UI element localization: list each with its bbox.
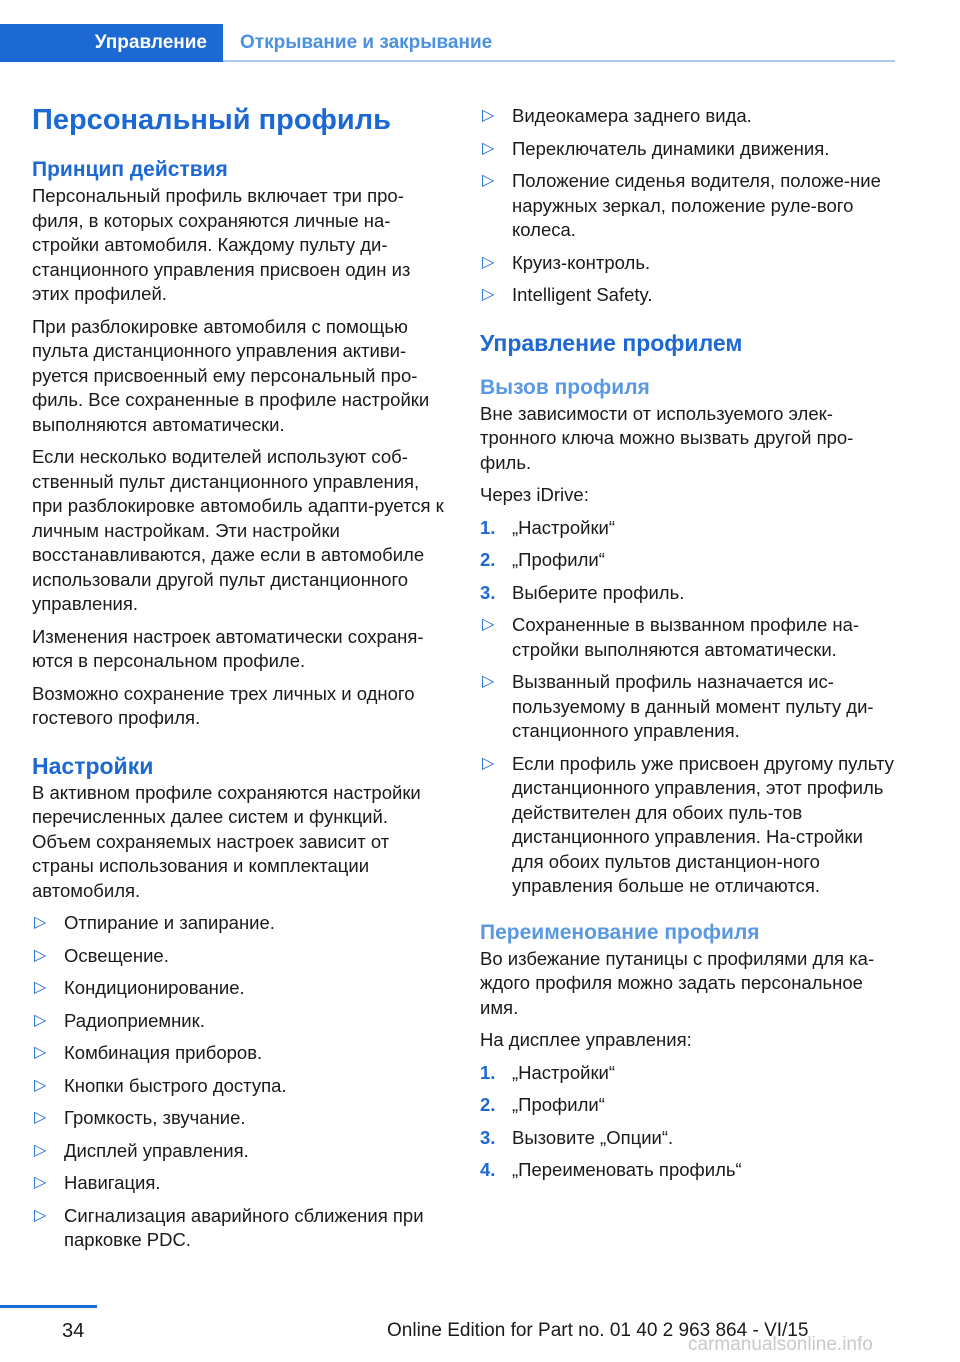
list-item: ▷ Комбинация приборов. <box>32 1041 450 1066</box>
on-display-label: На дисплее управления: <box>480 1029 692 1050</box>
list-item: ▷ Intelligent Safety. <box>480 283 898 308</box>
list-item: ▷ Видеокамера заднего вида. <box>480 104 898 129</box>
list-item: ▷ Сигнализация аварийного сближения при парковке PDC. <box>34 1204 424 1250</box>
manage-profile-heading: Управление профилем <box>480 329 743 356</box>
section-tab-inactive[interactable]: Открывание и закрывание <box>240 32 493 53</box>
list-item: ▷ Если профиль уже присвоен другому пульту дистанционного управления, этот профиль действителен для обоих пуль-тов дистанционного управления. На-стройки для обоих пультов дистанцион-ного управления больше не отличаются. <box>482 752 894 896</box>
settings-heading: Настройки <box>32 752 154 779</box>
call-notes-list <box>480 613 898 899</box>
list-item: ▷ Вызванный профиль назначается ис-пользуемому в данный момент пульту ди-станционного управления. <box>482 671 874 741</box>
section-tab-label: Управление <box>94 32 207 53</box>
step-item: 4. „Переименовать профиль“ <box>480 1159 742 1180</box>
step-item: 3. Выберите профиль. <box>480 581 685 603</box>
bullet-triangle-icon: ▷ <box>482 107 495 124</box>
bullet-triangle-icon: ▷ <box>34 1044 47 1061</box>
call-profile-heading: Вызов профиля <box>480 375 650 399</box>
bullet-triangle-icon: ▷ <box>34 979 47 996</box>
step-item: 2. „Профили“ <box>480 549 605 570</box>
paragraph: Возможно сохранение трех личных и одного гостевого профиля. <box>32 682 415 728</box>
list-item: ▷ Переключатель динамики движения. <box>480 137 898 162</box>
bullet-triangle-icon: ▷ <box>482 253 495 271</box>
principle-heading: Принцип действия <box>32 158 228 181</box>
bullet-triangle-icon: ▷ <box>482 754 495 772</box>
settings-intro: В активном профиле сохраняются настройки перечисленных далее систем и функций. Объем сохраняемых настроек зависит от страны использования и комплектации автомобиля. <box>32 781 421 901</box>
call-steps-list <box>480 516 898 606</box>
right-column <box>480 100 898 1183</box>
list-item: ▷ Навигация. <box>32 1171 450 1196</box>
paragraph: Изменения настроек автоматически сохраня-ются в персональном профиле. <box>32 625 424 671</box>
list-item: ▷ Кнопки быстрого доступа. <box>32 1074 450 1099</box>
list-item: ▷ Дисплей управления. <box>32 1139 450 1164</box>
paragraph: Если несколько водителей используют соб-ственный пульт дистанционного управления, при разблокировке автомобиль адапти-руется к личным настройкам. Эти настройки восстанавливаются, даже если в автомобиле использовали другой пульт дистанционного управления. <box>32 446 444 614</box>
step-item: 3. Вызовите „Опции“. <box>480 1126 674 1148</box>
bullet-triangle-icon: ▷ <box>482 286 495 303</box>
rename-steps-list <box>480 1061 898 1183</box>
header-divider <box>223 60 895 62</box>
section-tab-active[interactable] <box>0 24 223 62</box>
bullet-triangle-icon: ▷ <box>34 914 47 931</box>
page-title: Персональный профиль <box>32 104 391 136</box>
bullet-triangle-icon: ▷ <box>34 1076 47 1094</box>
list-item: ▷ Сохраненные в вызванном профиле на-стройки выполняются автоматически. <box>482 614 860 660</box>
paragraph: При разблокировке автомобиля с помощью пульта дистанционного управления активи-руется присвоенный ему персональный про-филь. Все сохраненные в профиле настройки выполняются автоматически. <box>32 315 430 435</box>
watermark: carmanualsonline.info <box>688 1334 873 1355</box>
edition-note: Online Edition for Part no. 01 40 2 963 864 - VI/15 <box>387 1320 809 1341</box>
step-item: 1. „Настройки“ <box>480 1061 616 1083</box>
rename-profile-text: Во избежание путаницы с профилями для ка-ждого профиля можно задать персональное имя. <box>480 947 875 1018</box>
bullet-triangle-icon: ▷ <box>34 1141 47 1159</box>
settings-list-continued <box>480 104 898 308</box>
page-number: 34 <box>62 1320 85 1342</box>
list-item: ▷ Радиоприемник. <box>32 1009 450 1034</box>
step-item: 2. „Профили“ <box>480 1094 605 1115</box>
list-item: ▷ Кондиционирование. <box>32 976 450 1001</box>
list-item: ▷ Отпирание и запирание. <box>32 911 450 936</box>
paragraph: Персональный профиль включает три про-филя, в которых сохраняются личные на-стройки автомобиля. Каждому пульту ди-станционного управления присвоен один из этих профилей. <box>32 185 411 304</box>
footer-divider <box>0 1305 97 1308</box>
bullet-triangle-icon: ▷ <box>34 1109 47 1126</box>
bullet-triangle-icon: ▷ <box>482 673 495 690</box>
bullet-triangle-icon: ▷ <box>34 1011 47 1029</box>
list-item: ▷ Положение сиденья водителя, положе-ние наружных зеркал, положение руле-вого колеса. <box>482 170 881 240</box>
list-item: ▷ Освещение. <box>32 944 450 969</box>
left-column <box>32 100 450 1253</box>
bullet-triangle-icon: ▷ <box>34 946 47 964</box>
bullet-triangle-icon: ▷ <box>482 172 495 189</box>
bullet-triangle-icon: ▷ <box>34 1174 47 1191</box>
step-item: 1. „Настройки“ <box>480 516 616 538</box>
bullet-triangle-icon: ▷ <box>482 139 495 157</box>
list-item: ▷ Громкость, звучание. <box>32 1106 450 1131</box>
list-item: ▷ Круиз-контроль. <box>480 251 898 276</box>
settings-list <box>32 911 450 1253</box>
bullet-triangle-icon: ▷ <box>482 616 495 633</box>
rename-profile-heading: Переименование профиля <box>480 920 760 944</box>
via-idrive-label: Через iDrive: <box>480 484 589 505</box>
bullet-triangle-icon: ▷ <box>34 1206 47 1224</box>
call-profile-text: Вне зависимости от используемого элек-тронного ключа можно вызвать другой про-филь. <box>480 402 854 473</box>
page-header <box>0 0 960 62</box>
